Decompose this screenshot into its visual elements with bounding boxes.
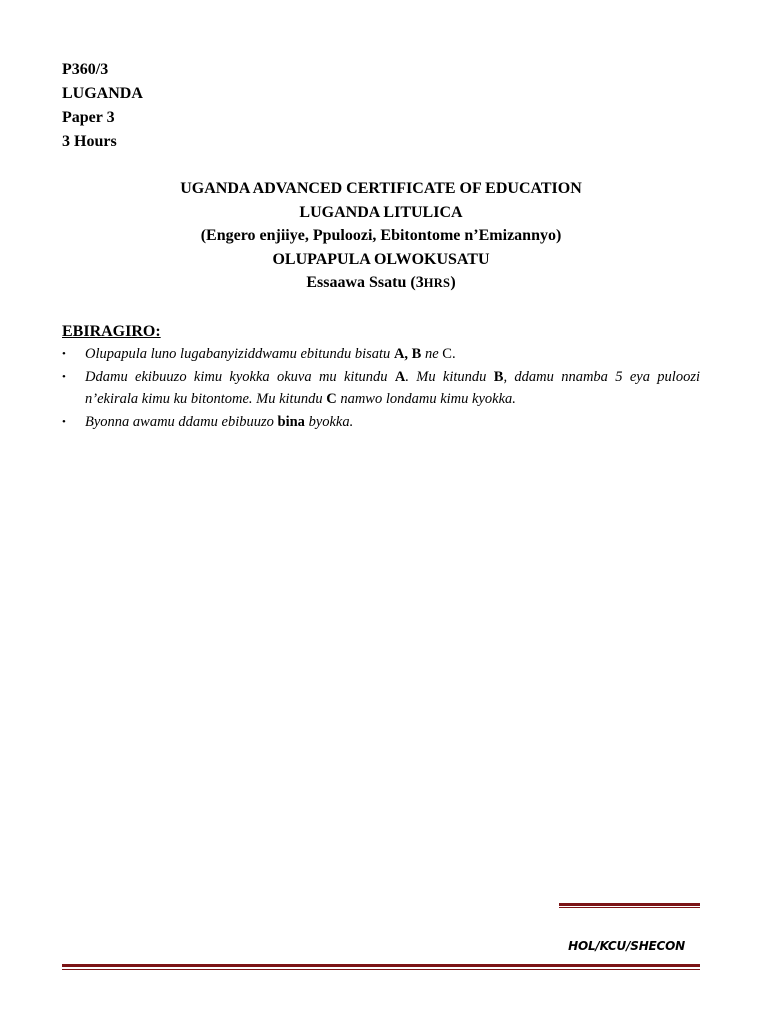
instruction-text: Olupapula luno lugabanyiziddwamu ebitundu bisatu (85, 346, 394, 362)
instruction-bold: C (326, 391, 337, 407)
instruction-bold: A, B (393, 346, 422, 362)
instruction-text: ne (421, 346, 443, 362)
instruction-bold: A (394, 368, 406, 385)
paper-number: Paper 3 (62, 109, 115, 126)
instruction-bold: B (493, 368, 504, 385)
exam-subject-title: LUGANDA LITULICA (299, 203, 463, 221)
footer-divider-short (559, 903, 700, 908)
paper-header (62, 58, 143, 154)
exam-topics: (Engero enjiiye, Ppuloozi, Ebitontome n’Emizannyo) (200, 227, 562, 245)
instruction-bold: bina (277, 413, 305, 430)
instruction-item (62, 343, 700, 366)
time-text: Essaawa Ssatu (3 (306, 274, 424, 292)
instruction-text: . Mu kitundu (405, 368, 494, 385)
instructions-list (62, 343, 700, 433)
instruction-item (62, 366, 700, 411)
instruction-text: byokka. (304, 413, 354, 430)
footer-divider-long (62, 964, 700, 970)
instruction-text: Ddamu ekibuuzo kimu kyokka okuva mu kitundu (85, 368, 395, 385)
exam-time-allowed (62, 271, 700, 296)
exam-board-title: UGANDA ADVANCED CERTIFICATE OF EDUCATION (180, 180, 582, 197)
instructions-heading: EBIRAGIRO: (62, 323, 161, 340)
exam-paper-title: OLUPAPULA OLWOKUSATU (272, 250, 490, 268)
subject-name: LUGANDA (62, 85, 143, 102)
paper-code: P360/3 (62, 61, 109, 78)
bullet-icon: • (62, 370, 66, 383)
instruction-text: namwo londamu kimu kyokka. (336, 391, 516, 407)
instruction-item (62, 411, 700, 434)
paper-duration: 3 Hours (62, 133, 117, 150)
instruction-text: , ddamu nnamba 5 eya puloozi n’ekirala kimu ku bitontome. Mu kitundu (85, 368, 700, 407)
instruction-text: Byonna awamu ddamu ebibuuzo (85, 413, 278, 430)
time-unit: HRS (423, 276, 451, 291)
bullet-icon: • (62, 348, 66, 360)
bullet-icon: • (62, 415, 66, 428)
footer-code: HOL/KCU/SHECON (568, 939, 685, 953)
instruction-text: C. (442, 346, 456, 362)
time-close: ) (450, 274, 456, 292)
exam-title (62, 177, 700, 296)
